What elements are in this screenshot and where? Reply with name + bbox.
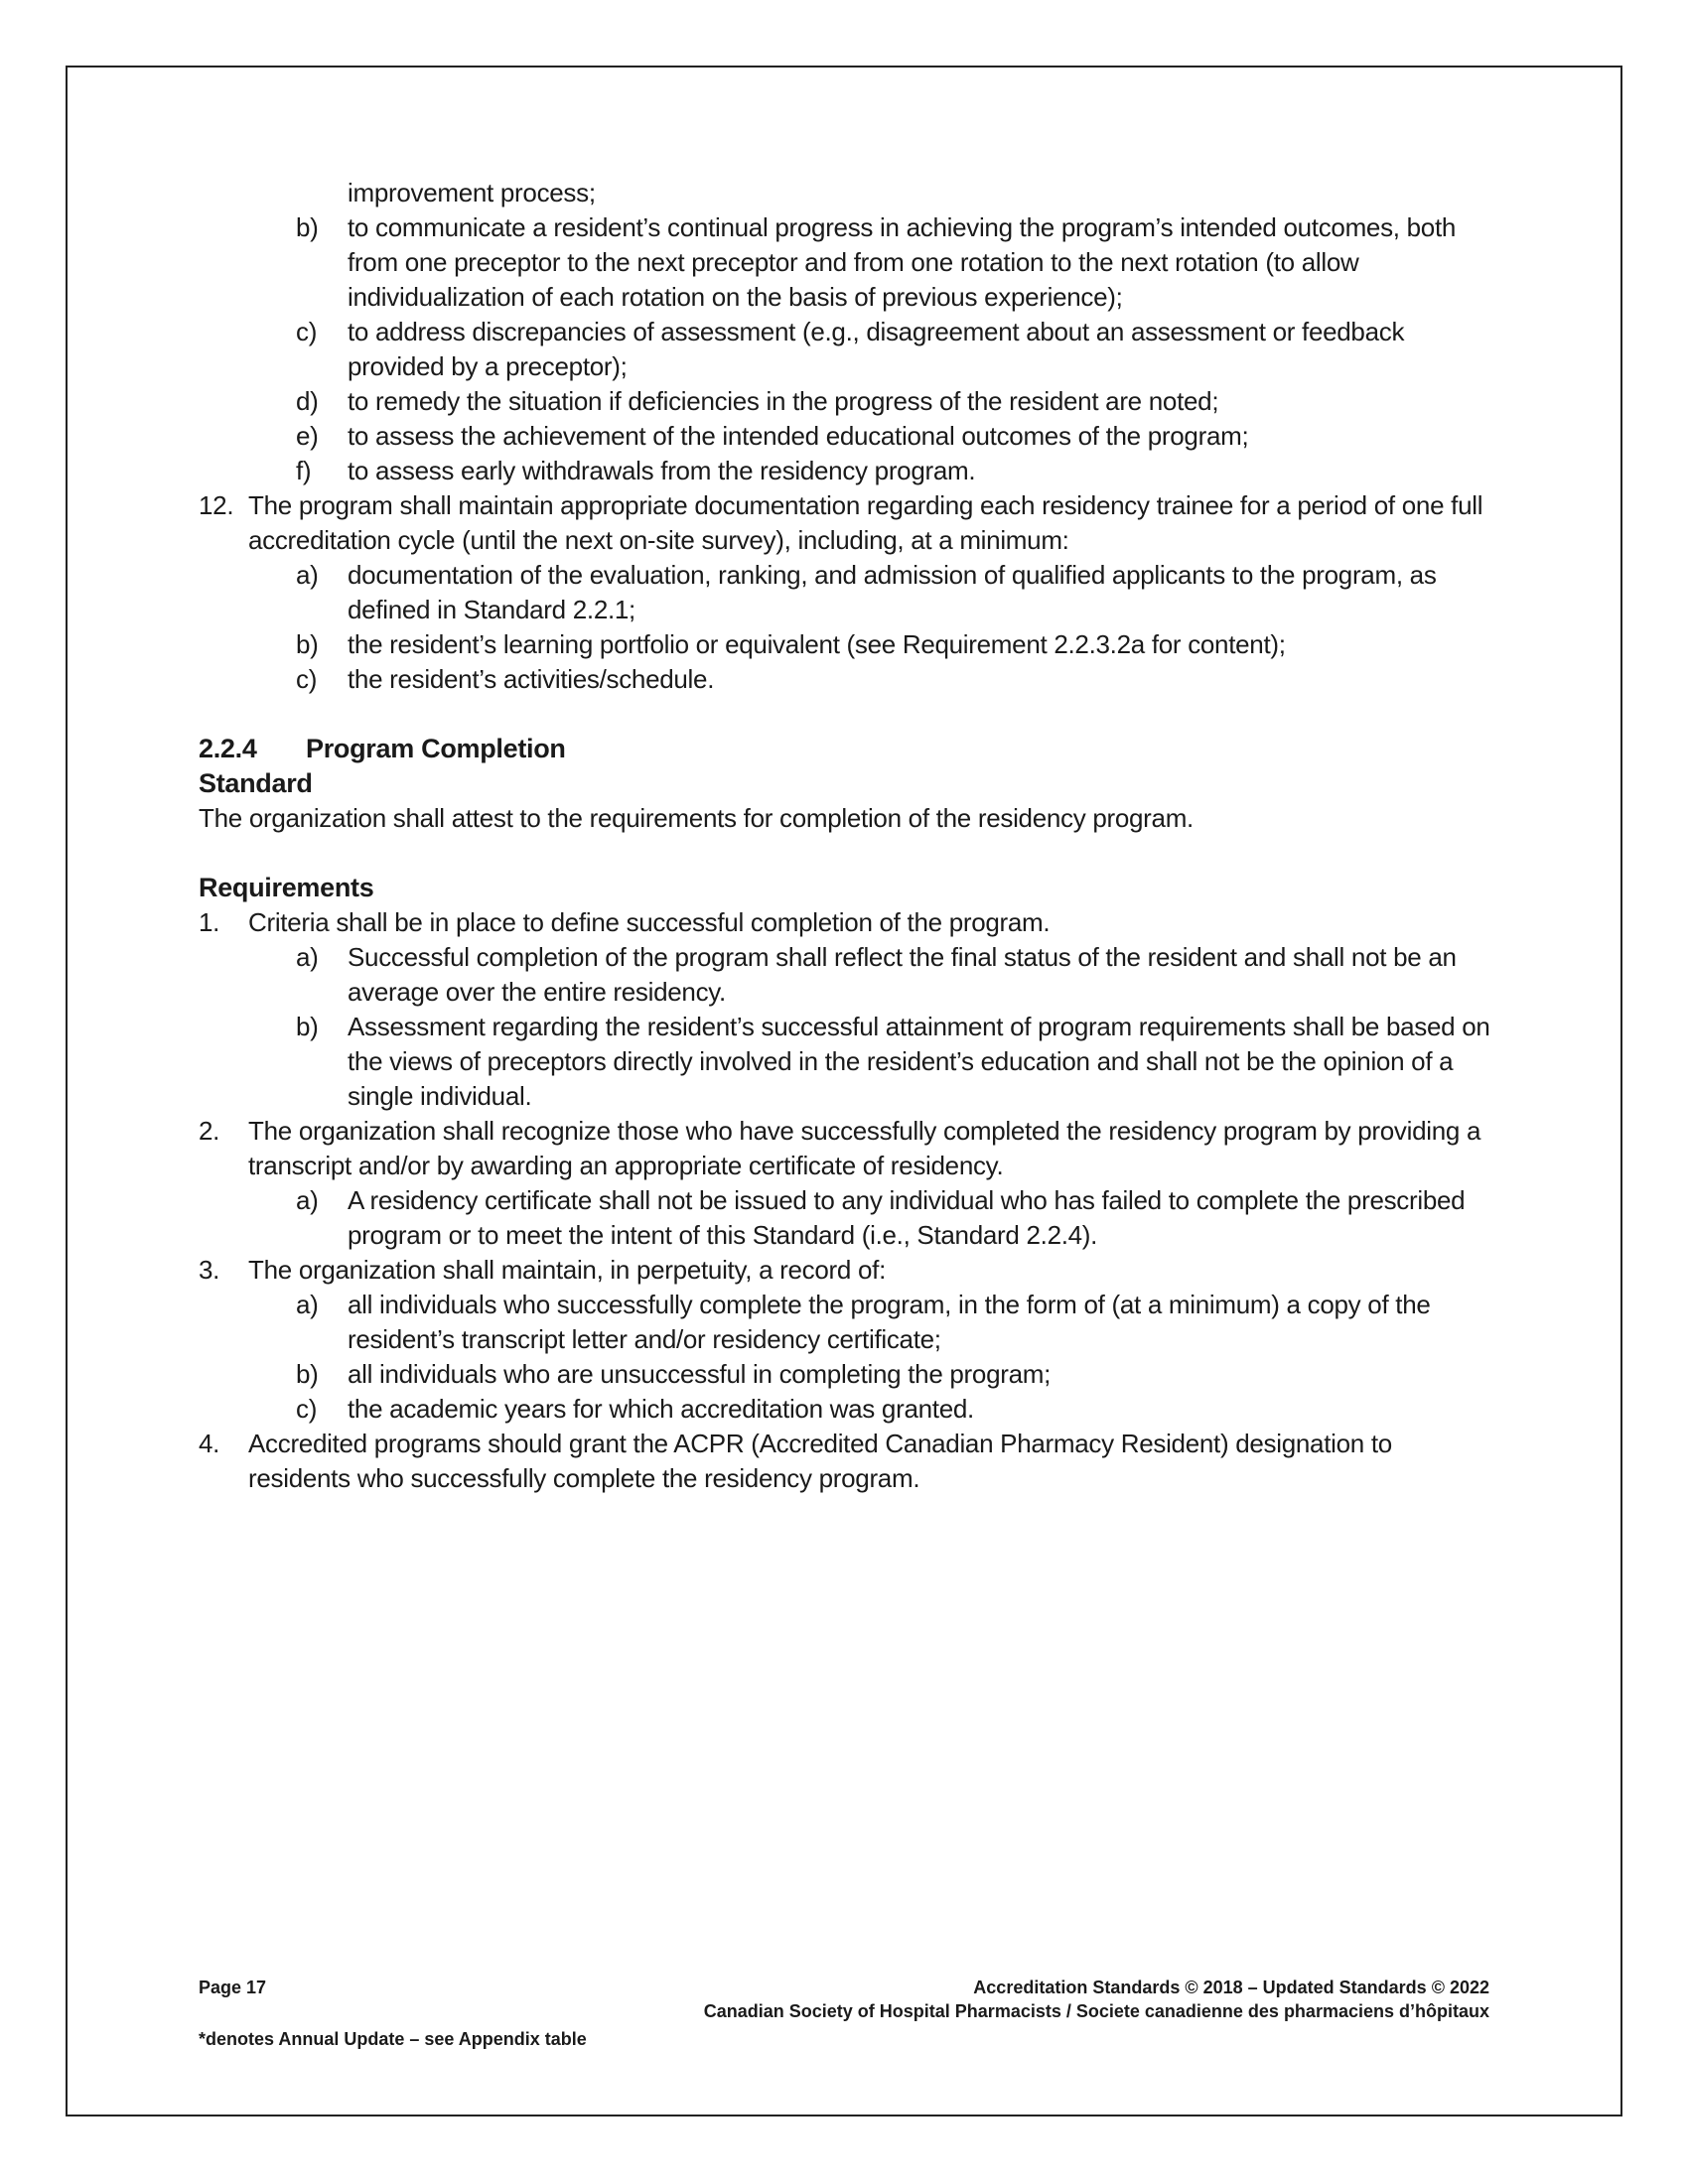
list-item: f) to assess early withdrawals from the residency program. <box>296 456 976 485</box>
list-item: a) documentation of the evaluation, ranking, and admission of qualified applicants to the program, as defined in Standard 2.2.1; <box>296 560 1437 624</box>
requirement-3: 3. The organization shall maintain, in perpetuity, a record of: <box>199 1255 886 1285</box>
continuation-text: improvement process; <box>348 178 596 207</box>
numbered-item-12: 12. The program shall maintain appropriate documentation regarding each residency trainee for a period of one full accreditation cycle (until the next on-site survey), including, at a minimum: <box>199 490 1483 555</box>
list-item: b) Assessment regarding the resident’s successful attainment of program requirements shall be based on the views of preceptors directly involved in the resident’s education and shall not be the opinion of a single individual. <box>296 1012 1490 1111</box>
footer-note: *denotes Annual Update – see Appendix table <box>199 2029 587 2049</box>
list-item: a) Successful completion of the program shall reflect the final status of the resident and shall not be an average over the entire residency. <box>296 942 1457 1007</box>
section-number: 2.2.4 <box>199 734 257 763</box>
section-heading <box>199 732 1499 766</box>
standard-heading: Standard <box>199 768 313 798</box>
footer-society: Canadian Society of Hospital Pharmacists / Societe canadienne des pharmaciens d’hôpitaux <box>703 2001 1489 2021</box>
requirement-4: 4. Accredited programs should grant the ACPR (Accredited Canadian Pharmacy Resident) designation to residents who successfully complete the residency program. <box>199 1429 1392 1493</box>
list-item: b) all individuals who are unsuccessful in completing the program; <box>296 1359 1052 1389</box>
list-item: e) to assess the achievement of the intended educational outcomes of the program; <box>296 421 1249 451</box>
list-item: c) to address discrepancies of assessment (e.g., disagreement about an assessment or feedback provided by a preceptor); <box>296 317 1405 381</box>
footer-standards: Accreditation Standards © 2018 – Updated Standards © 2022 <box>973 1978 1489 1997</box>
list-item: a) A residency certificate shall not be issued to any individual who has failed to complete the prescribed program or to meet the intent of this Standard (i.e., Standard 2.2.4). <box>296 1185 1466 1250</box>
list-item: c) the resident’s activities/schedule. <box>296 664 715 694</box>
list-item: c) the academic years for which accreditation was granted. <box>296 1394 974 1424</box>
section-title: Program Completion <box>306 734 566 763</box>
requirement-1: 1. Criteria shall be in place to define successful completion of the program. <box>199 907 1051 937</box>
footer-publisher <box>704 1976 1489 2023</box>
list-item: a) all individuals who successfully complete the program, in the form of (at a minimum) a copy of the resident’s transcript letter and/or residency certificate; <box>296 1290 1431 1354</box>
list-item: b) to communicate a resident’s continual progress in achieving the program’s intended outcomes, both from one preceptor to the next preceptor and from one rotation to the next rotation (to allow individualization of each rotation on the basis of previous experience); <box>296 212 1457 312</box>
standard-text: The organization shall attest to the requirements for completion of the residency program. <box>199 803 1194 833</box>
page-number: Page 17 <box>199 1978 267 1997</box>
list-item: b) the resident’s learning portfolio or equivalent (see Requirement 2.2.3.2a for content); <box>296 629 1286 659</box>
requirement-2: 2. The organization shall recognize those who have successfully completed the residency program by providing a transcript and/or by awarding an appropriate certificate of residency. <box>199 1116 1481 1180</box>
list-item: d) to remedy the situation if deficiencies in the progress of the resident are noted; <box>296 386 1219 416</box>
page-content <box>199 176 1499 1496</box>
requirements-heading: Requirements <box>199 873 374 902</box>
